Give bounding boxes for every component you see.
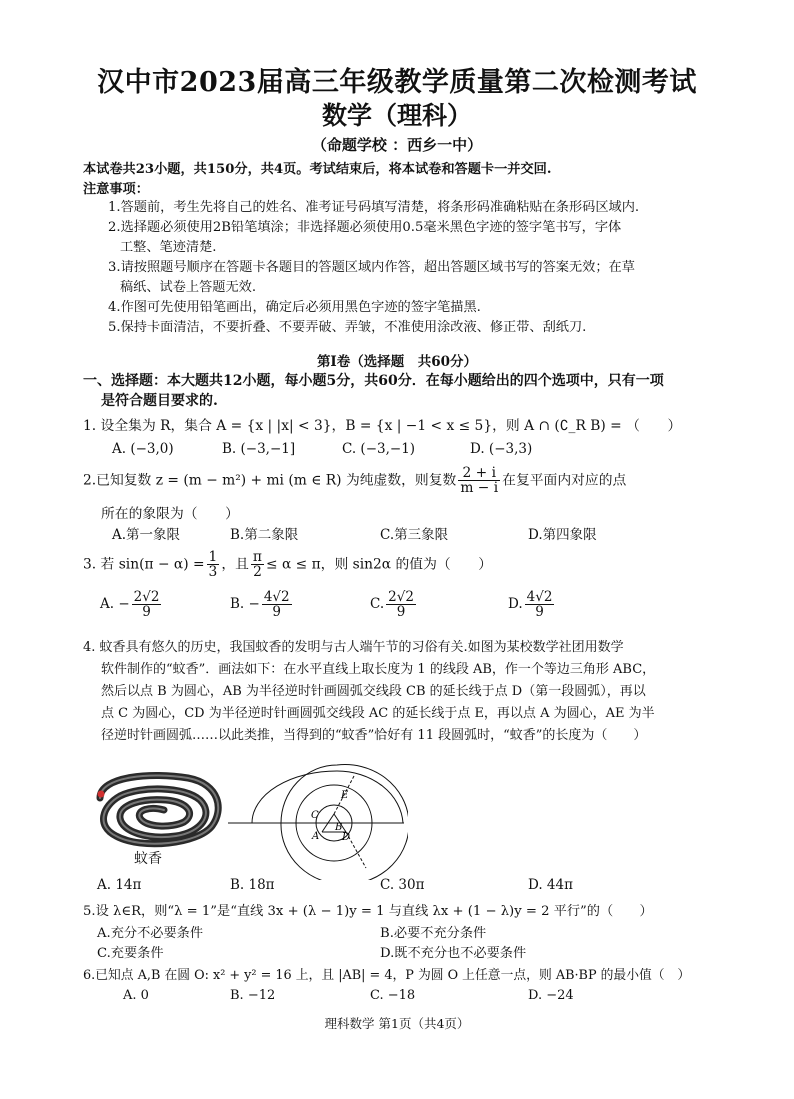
q3-frac1-den: 3 <box>208 564 218 581</box>
q1-option-b: B. (−3,−1] <box>222 441 296 457</box>
q4-option-a: A. 14π <box>97 877 142 893</box>
q5-option-c: C.充要条件 <box>97 946 164 961</box>
q3-b-num: 4√2 <box>263 589 290 605</box>
q2-option-b: B.第二象限 <box>230 527 299 543</box>
q3-frac1-num: 1 <box>208 549 218 565</box>
q4-option-c: C. 30π <box>380 877 425 893</box>
q3-stem-part: 3. 若 sin(π − α) = <box>83 556 205 573</box>
question-5-stem: 5.设 λ∈R，则“λ = 1”是“直线 3x + (λ − 1)y = 1 与直线 λx + (1 − λ)y = 2 平行”的（ ） <box>83 904 653 919</box>
q3-a-num: 2√2 <box>133 589 160 605</box>
q6-option-c: C. −18 <box>370 988 416 1003</box>
question-2-stem <box>83 466 626 496</box>
point-label-d: D <box>342 832 351 843</box>
section-heading: 是符合题目要求的. <box>101 393 218 409</box>
q3-a-frac <box>132 590 162 619</box>
exam-title: 汉中市2023届高三年级教学质量第二次检测考试 <box>97 67 697 98</box>
point-label-e: E <box>341 790 349 801</box>
q3-b-den: 9 <box>272 604 282 621</box>
subject-title: 数学（理科） <box>321 101 472 130</box>
q2-frac-den: m − i <box>460 480 499 497</box>
q6-option-b: B. −12 <box>230 988 276 1003</box>
q6-option-a: A. 0 <box>123 988 149 1003</box>
q2-fraction <box>458 466 500 496</box>
question-1-stem: 1. 设全集为 R，集合 A = {x | |x| < 3}，B = {x | −1 < x ≤ 5}，则 A ∩ (∁_R B) = （ ） <box>83 418 682 434</box>
question-4-line: 软件制作的“蚊香”．画法如下：在水平直线上取长度为 1 的线段 AB，作一个等边三角形 ABC， <box>101 662 656 677</box>
q5-option-a: A.充分不必要条件 <box>97 926 204 941</box>
question-6-stem: 6.已知点 A,B 在圆 O: x² + y² = 16 上，且 |AB| = 4，P 为圆 O 上任意一点，则 AB·BP 的最小值（ ） <box>83 968 691 983</box>
notice-item: 4.作图可先使用铅笔画出，确定后必须用黑色字迹的签字笔描黑. <box>108 300 481 315</box>
notice-item: 1.答题前，考生先将自己的姓名、准考证号码填写清楚，将条形码准确粘贴在条形码区域内. <box>108 200 640 215</box>
q1-option-a: A. (−3,0) <box>112 441 174 457</box>
q5-option-b: B.必要不充分条件 <box>380 926 487 941</box>
question-4-line: 然后以点 B 为圆心，AB 为半径逆时针画圆弧交线段 CB 的延长线于点 D（第一段圆弧），再以 <box>101 684 646 699</box>
q3-c-den: 9 <box>396 604 406 621</box>
notice-item: 2.选择题必须使用2B铅笔填涂；非选择题必须使用0.5毫米黑色字迹的签字笔书写，字体 <box>108 220 622 235</box>
q3-option-b <box>230 590 294 619</box>
q5-option-d: D.既不充分也不必要条件 <box>380 946 527 961</box>
part-title: 第Ⅰ卷（选择题 共60分） <box>316 354 478 370</box>
exam-summary: 本试卷共23小题，共150分，共4页。考试结束后，将本试卷和答题卡一并交回. <box>83 162 552 177</box>
q4-option-d: D. 44π <box>528 877 573 893</box>
notice-item: 5.保持卡面清洁，不要折叠、不要弄破、弄皱，不准使用涂改液、修正带、刮纸刀. <box>108 320 587 335</box>
q3-stem-part: ，且 <box>221 556 249 573</box>
q3-option-c <box>370 590 418 619</box>
notice-item: 3.请按照题号顺序在答题卡各题目的答题区域内作答，超出答题区域书写的答案无效；在草 <box>108 260 635 275</box>
q6-option-d: D. −24 <box>528 988 574 1003</box>
mosquito-coil-image <box>92 770 228 852</box>
coil-caption: 蚊香 <box>134 851 162 867</box>
point-label-a: A <box>312 831 320 842</box>
q2-stem-part: 2.已知复数 z = (m − m²) + mi (m ∈ R) 为纯虚数，则复数 <box>83 472 457 489</box>
q2-stem-part: 在复平面内对应的点 <box>502 472 627 489</box>
section-heading: 一、选择题：本大题共12小题，每小题5分，共60分．在每小题给出的四个选项中，只有一项 <box>83 373 664 389</box>
q3-c-frac <box>386 590 416 619</box>
q1-option-d: D. (−3,3) <box>470 441 533 457</box>
q3-d-den: 9 <box>535 604 544 621</box>
page-footer: 理科数学 第1页（共4页） <box>324 1016 470 1031</box>
q3-b-frac <box>262 590 292 619</box>
q3-a-den: 9 <box>142 604 151 621</box>
q3-option-a <box>100 590 163 619</box>
q3-d-frac <box>525 590 555 619</box>
notice-item: 稿纸、试卷上答题无效. <box>120 280 257 295</box>
q3-d-num: 4√2 <box>526 589 553 605</box>
q1-option-c: C. (−3,−1) <box>342 441 416 457</box>
question-4-line: 点 C 为圆心，CD 为半径逆时针画圆弧交线段 AC 的延长线于点 E，再以点 A 为圆心，AE 为半 <box>101 706 655 721</box>
q3-c-label: C. <box>370 596 385 613</box>
q3-c-num: 2√2 <box>388 589 414 605</box>
notice-title: 注意事项： <box>83 182 149 197</box>
q4-option-b: B. 18π <box>230 877 275 893</box>
point-label-c: C <box>311 810 319 821</box>
q3-frac2-den: 2 <box>253 564 262 581</box>
q3-frac2-num: π <box>252 549 262 565</box>
q3-fraction-2 <box>251 550 264 580</box>
question-4-line: 4. 蚊香具有悠久的历史，我国蚊香的发明与古人端午节的习俗有关.如图为某校数学社团用数学 <box>83 640 624 655</box>
q2-option-a: A.第一象限 <box>112 527 181 543</box>
q3-option-d <box>508 590 556 619</box>
q2-option-c: C.第三象限 <box>380 527 449 543</box>
q3-d-label: D. <box>508 596 523 613</box>
school-line: （命题学校 ：西乡一中） <box>311 136 483 154</box>
q3-b-label: B. − <box>230 596 260 613</box>
q2-option-d: D.第四象限 <box>528 527 597 543</box>
question-4-line: 径逆时针画圆弧……以此类推，当得到的“蚊香”恰好有 11 段圆弧时，“蚊香”的长度为（ ） <box>101 728 647 743</box>
q3-fraction-1 <box>207 550 220 580</box>
question-2-stem-cont: 所在的象限为（ ） <box>101 506 239 522</box>
q3-stem-part: ≤ α ≤ π，则 sin2α 的值为（ ） <box>266 556 493 573</box>
notice-item: 工整、笔迹清楚. <box>120 240 217 255</box>
spiral-diagram <box>226 752 408 880</box>
q3-a-label: A. − <box>100 596 130 613</box>
point-label-b: B <box>335 822 343 833</box>
question-3-stem <box>83 550 492 580</box>
q2-frac-num: 2 + i <box>458 466 500 481</box>
